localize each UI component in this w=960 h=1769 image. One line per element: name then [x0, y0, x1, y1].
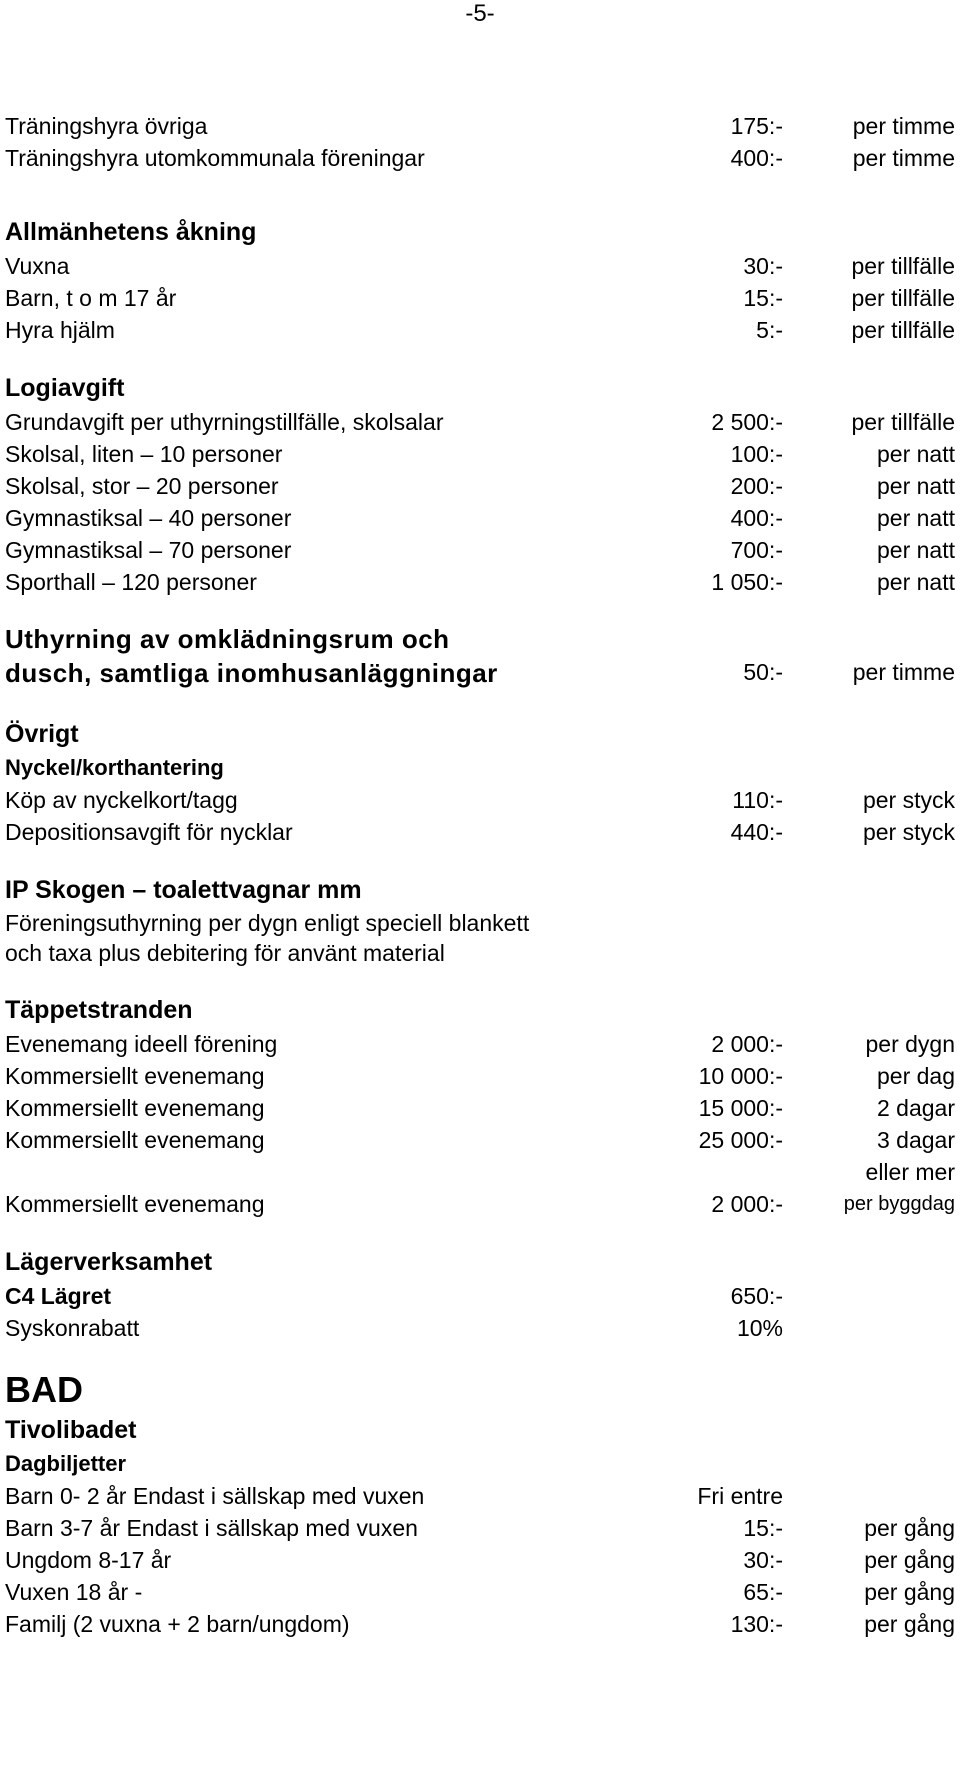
row-unit: per tillfälle	[851, 285, 955, 311]
price-row	[5, 784, 955, 816]
row-price: 10 000:-	[698, 1063, 783, 1089]
row-unit: per natt	[877, 537, 955, 563]
section-heading	[5, 370, 955, 406]
price-row	[5, 1060, 955, 1092]
row-label: Vuxen 18 år -	[5, 1579, 143, 1605]
row-label: Barn, t o m 17 år	[5, 285, 177, 311]
row-label: Ungdom 8-17 år	[5, 1547, 172, 1573]
row-label: Vuxna	[5, 253, 70, 279]
row-price: 175:-	[730, 113, 783, 139]
row-unit: per dag	[876, 1063, 955, 1089]
section-subheading	[5, 752, 955, 784]
row-unit: per natt	[877, 569, 955, 595]
page-number: -5-	[465, 0, 495, 27]
group-ovrigt	[5, 716, 955, 848]
section-heading	[5, 1244, 955, 1280]
row-unit: per tillfälle	[851, 253, 955, 279]
heading-text: Logiavgift	[5, 374, 125, 402]
row-unit: per tillfälle	[851, 409, 955, 435]
row-price: 110:-	[732, 787, 783, 813]
price-row	[5, 502, 955, 534]
price-row	[5, 1280, 955, 1312]
price-row	[5, 406, 955, 438]
row-label: Gymnastiksal – 40 personer	[5, 505, 292, 531]
price-row	[5, 1156, 955, 1188]
price-row	[5, 1124, 955, 1156]
subheading-text: Dagbiljetter	[5, 1451, 127, 1476]
price-row	[5, 142, 955, 174]
row-price: 15 000:-	[698, 1095, 783, 1121]
row-label: Syskonrabatt	[5, 1315, 140, 1341]
uthyrning-line2: dusch, samtliga inomhusanläggningar	[5, 658, 498, 688]
price-row	[5, 314, 955, 346]
ip-skogen-text: Föreningsuthyrning per dygn enligt speciell blankett och taxa plus debitering för använt material	[5, 910, 530, 966]
row-label: Kommersiellt evenemang	[5, 1063, 265, 1089]
section-heading	[5, 716, 955, 752]
row-label: Kommersiellt evenemang	[5, 1095, 265, 1121]
row-unit: per timme	[852, 145, 955, 171]
heading-text: Lägerverksamhet	[5, 1248, 213, 1276]
row-unit: per gång	[864, 1547, 955, 1573]
row-price: 15:-	[743, 285, 783, 311]
row-price: 200:-	[730, 473, 783, 499]
row-label: C4 Lägret	[5, 1283, 112, 1309]
price-row	[5, 566, 955, 598]
row-unit: per natt	[877, 441, 955, 467]
row-label: Hyra hjälm	[5, 317, 115, 343]
row-price: 2 000:-	[711, 1191, 783, 1217]
row-price: 400:-	[730, 505, 783, 531]
uthyrning-row	[5, 622, 955, 692]
row-label: Skolsal, liten – 10 personer	[5, 441, 283, 467]
row-label: Träningshyra utomkommunala föreningar	[5, 145, 425, 171]
row-price: 30:-	[743, 1547, 783, 1573]
section-subheading	[5, 1448, 955, 1480]
row-unit: per styck	[862, 787, 955, 813]
row-price: 1 050:-	[711, 569, 783, 595]
row-price: 130:-	[730, 1611, 783, 1637]
price-row	[5, 1092, 955, 1124]
section-heading-large	[5, 1368, 955, 1412]
row-unit: per styck	[862, 819, 955, 845]
price-row	[5, 1608, 955, 1640]
group-tappetstranden	[5, 992, 955, 1220]
row-unit: per natt	[877, 505, 955, 531]
price-row	[5, 1512, 955, 1544]
row-unit: per timme	[852, 113, 955, 139]
group-logiavgift	[5, 370, 955, 598]
row-label: Evenemang ideell förening	[5, 1031, 278, 1057]
price-row	[5, 816, 955, 848]
row-unit: eller mer	[865, 1159, 955, 1185]
price-list	[5, 110, 955, 1640]
group-ip-skogen	[5, 872, 955, 968]
price-row	[5, 438, 955, 470]
row-price: 100:-	[730, 441, 783, 467]
row-unit: per dygn	[865, 1031, 955, 1057]
section-heading	[5, 1412, 955, 1448]
heading-text: Tivolibadet	[5, 1416, 137, 1444]
price-row	[5, 1480, 955, 1512]
row-price: 2 000:-	[711, 1031, 783, 1057]
row-label: Köp av nyckelkort/tagg	[5, 787, 238, 813]
row-price: 65:-	[743, 1579, 783, 1605]
row-label: Grundavgift per uthyrningstillfälle, skolsalar	[5, 409, 444, 435]
row-price: 25 000:-	[698, 1127, 783, 1153]
group-lagerverksamhet	[5, 1244, 955, 1344]
row-label: Barn 0- 2 år Endast i sällskap med vuxen	[5, 1483, 425, 1509]
price-row	[5, 282, 955, 314]
row-label: Depositionsavgift för nycklar	[5, 819, 293, 845]
price-row	[5, 1188, 955, 1220]
row-label: Träningshyra övriga	[5, 113, 208, 139]
row-label: Kommersiellt evenemang	[5, 1127, 265, 1153]
section-heading	[5, 872, 955, 908]
row-price: 700:-	[730, 537, 783, 563]
row-unit: per gång	[864, 1515, 955, 1541]
row-price: 30:-	[743, 253, 783, 279]
price-row	[5, 110, 955, 142]
row-price: 15:-	[743, 1515, 783, 1541]
price-row	[5, 1544, 955, 1576]
group-bad	[5, 1368, 955, 1640]
row-label: Gymnastiksal – 70 personer	[5, 537, 292, 563]
section-heading	[5, 214, 955, 250]
row-label: Skolsal, stor – 20 personer	[5, 473, 279, 499]
group-traningshyra	[5, 110, 955, 174]
row-unit: per timme	[852, 659, 955, 685]
row-unit: per gång	[864, 1611, 955, 1637]
row-label: Familj (2 vuxna + 2 barn/ungdom)	[5, 1611, 350, 1637]
group-allmanhetens-akning	[5, 214, 955, 346]
row-unit: per natt	[877, 473, 955, 499]
price-row	[5, 470, 955, 502]
row-price: 650:-	[730, 1283, 783, 1309]
price-row	[5, 1576, 955, 1608]
section-heading	[5, 992, 955, 1028]
row-price: 10%	[736, 1315, 783, 1341]
heading-text: IP Skogen – toalettvagnar mm	[5, 876, 362, 904]
heading-text: Övrigt	[5, 720, 79, 748]
row-unit: per tillfälle	[851, 317, 955, 343]
price-row	[5, 1312, 955, 1344]
row-unit: 3 dagar	[876, 1127, 955, 1153]
price-row	[5, 534, 955, 566]
row-price: 5:-	[756, 317, 783, 343]
row-label: Barn 3-7 år Endast i sällskap med vuxen	[5, 1515, 418, 1541]
row-unit: per byggdag	[843, 1193, 955, 1215]
row-price: 2 500:-	[711, 409, 783, 435]
row-price: 400:-	[730, 145, 783, 171]
row-label: Kommersiellt evenemang	[5, 1191, 265, 1217]
price-row	[5, 1028, 955, 1060]
row-unit: 2 dagar	[876, 1095, 955, 1121]
uthyrning-heading	[5, 622, 498, 690]
uthyrning-line1: Uthyrning av omklädningsrum och	[5, 624, 450, 654]
row-label: Sporthall – 120 personer	[5, 569, 257, 595]
price-row	[5, 250, 955, 282]
heading-text: Allmänhetens åkning	[5, 218, 257, 246]
heading-text: Täppetstranden	[5, 996, 193, 1024]
row-unit: per gång	[864, 1579, 955, 1605]
subheading-text: Nyckel/korthantering	[5, 755, 224, 780]
row-price: Fri entre	[697, 1483, 783, 1509]
row-price: 440:-	[730, 819, 783, 845]
row-price: 50:-	[743, 659, 783, 685]
heading-text: BAD	[5, 1369, 83, 1410]
